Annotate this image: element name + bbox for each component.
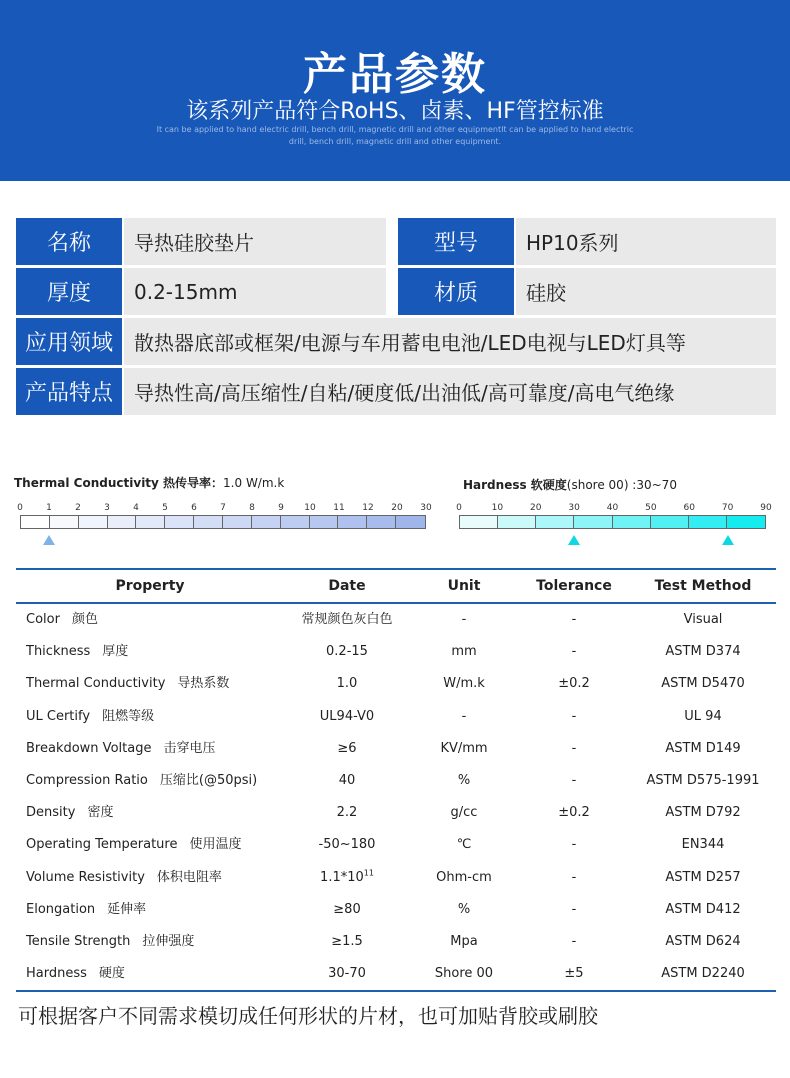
model-value: HP10系列 xyxy=(516,218,776,265)
cell-property xyxy=(16,701,284,733)
cell-tol: - xyxy=(571,901,577,917)
scale-tick-label: 30 xyxy=(568,503,580,513)
cell-tol: ±5 xyxy=(564,966,584,982)
table-body xyxy=(16,604,776,990)
application-label: 应用领域 xyxy=(16,318,122,365)
cell-property xyxy=(16,733,284,765)
table-row xyxy=(16,765,776,797)
cell-method: ASTM D792 xyxy=(665,805,741,821)
date-exponent: 11 xyxy=(363,868,374,878)
cell-unit: Mpa xyxy=(450,933,478,949)
cell-tol: - xyxy=(571,612,577,627)
header-unit: Unit xyxy=(447,578,481,594)
scale-tick-label: 11 xyxy=(333,503,345,513)
thickness-label: 厚度 xyxy=(16,268,122,315)
property-en: Compression Ratio xyxy=(26,772,148,788)
name-label: 名称 xyxy=(16,218,122,265)
property-cn: 击穿电压 xyxy=(163,740,216,756)
feature-label: 产品特点 xyxy=(16,368,122,415)
cell-date: 1.0 xyxy=(336,676,358,692)
cell-property xyxy=(16,636,284,668)
scale-tick-label: 5 xyxy=(162,503,168,513)
cell-method: ASTM D575-1991 xyxy=(646,772,760,788)
cell-method: ASTM D257 xyxy=(665,869,741,885)
property-en: Elongation xyxy=(26,901,96,917)
property-en: Thickness xyxy=(26,644,91,660)
cell-tol: ±0.2 xyxy=(558,676,590,692)
property-cn: 厚度 xyxy=(102,644,129,660)
property-en: Color xyxy=(26,612,60,627)
info-row-application xyxy=(16,318,776,365)
scale-tick-label: 8 xyxy=(249,503,255,513)
cell-unit: Shore 00 xyxy=(434,966,494,982)
table-row xyxy=(16,701,776,733)
scale-tick-label: 90 xyxy=(760,503,772,513)
scale-tick-label: 12 xyxy=(362,503,374,513)
scale-tick-label: 30 xyxy=(420,503,432,513)
cell-unit: ℃ xyxy=(456,837,472,853)
scale-tick-label: 20 xyxy=(530,503,542,513)
scale-segment xyxy=(21,516,50,528)
cell-method: ASTM D5470 xyxy=(661,676,745,692)
cell-unit: W/m.k xyxy=(443,676,485,692)
property-en: Density xyxy=(26,805,76,821)
footer-note: 可根据客户不同需求模切成任何形状的片材，也可加贴背胶或刷胶 xyxy=(18,1004,598,1028)
scale-segment xyxy=(223,516,252,528)
cell-tol: - xyxy=(571,708,577,724)
cell-date: ≥6 xyxy=(337,740,357,756)
cell-method: ASTM D412 xyxy=(665,901,741,917)
info-row-thickness xyxy=(16,268,776,315)
cell-property xyxy=(16,797,284,829)
scales-section xyxy=(14,459,776,569)
scale-tick-label: 6 xyxy=(191,503,197,513)
cell-property xyxy=(16,604,284,636)
cell-date: 40 xyxy=(338,772,356,788)
scale-tick-label: 20 xyxy=(391,503,403,513)
property-cn: 密度 xyxy=(87,805,114,821)
table-row xyxy=(16,894,776,926)
date-base: 1.1*10 xyxy=(320,869,364,885)
cell-unit: - xyxy=(461,708,467,724)
header-small-text: It can be applied to hand electric drill, bench drill, magnetic drill and other equipmentIt can be applied to hand electric drill, bench drill, magnetic drill and other equipment. xyxy=(156,125,634,146)
cell-method: UL 94 xyxy=(684,708,722,724)
cell-property xyxy=(16,765,284,797)
scale-segment xyxy=(136,516,165,528)
cell-unit: mm xyxy=(451,644,477,660)
scale-marker-icon xyxy=(722,535,734,545)
hardness-scale-title: Hardness 软硬度(shore 00) :30~70 xyxy=(463,478,677,492)
cell-tol: ±0.2 xyxy=(558,805,590,821)
thermal-scale-bar xyxy=(20,515,426,529)
scale-segment xyxy=(310,516,339,528)
scale-tick-label: 4 xyxy=(133,503,139,513)
scale-segment xyxy=(727,516,765,528)
scale-segment xyxy=(50,516,79,528)
property-en: Volume Resistivity xyxy=(26,869,145,885)
page-subtitle: 该系列产品符合RoHS、卤素、HF管控标准 xyxy=(186,99,604,124)
cell-date: -50~180 xyxy=(318,837,376,853)
scale-segment xyxy=(108,516,137,528)
hardness-scale-bar xyxy=(459,515,766,529)
material-label: 材质 xyxy=(398,268,514,315)
header-banner xyxy=(0,0,790,181)
cell-tol: - xyxy=(571,772,577,788)
thermal-scale-title: Thermal Conductivity 热传导率：1.0 W/m.k xyxy=(14,476,285,490)
info-row-name xyxy=(16,218,776,265)
property-cn: 导热系数 xyxy=(177,676,230,692)
feature-value: 导热性高/高压缩性/自粘/硬度低/出油低/高可靠度/高电气绝缘 xyxy=(124,368,776,415)
cell-unit: KV/mm xyxy=(440,740,488,756)
name-value: 导热硅胶垫片 xyxy=(124,218,386,265)
thickness-value: 0.2-15mm xyxy=(124,268,386,315)
cell-property xyxy=(16,894,284,926)
property-cn: 阻燃等级 xyxy=(102,708,155,724)
scale-segment xyxy=(651,516,689,528)
property-cn: 硬度 xyxy=(98,966,125,982)
cell-method: ASTM D374 xyxy=(665,644,741,660)
scale-tick-label: 10 xyxy=(491,503,504,513)
scale-tick-label: 0 xyxy=(17,503,23,513)
property-cn: 压缩比(@50psi) xyxy=(159,772,258,788)
property-en: UL Certify xyxy=(26,708,91,724)
table-row xyxy=(16,862,776,894)
scale-segment xyxy=(165,516,194,528)
cell-date: 30-70 xyxy=(328,966,366,982)
scale-segment xyxy=(460,516,498,528)
cell-unit: % xyxy=(457,901,471,917)
scale-tick-label: 7 xyxy=(220,503,226,513)
material-value: 硅胶 xyxy=(516,268,776,315)
scale-segment xyxy=(536,516,574,528)
property-en: Tensile Strength xyxy=(26,933,131,949)
table-row xyxy=(16,668,776,700)
cell-date: 常规颜色灰白色 xyxy=(301,612,393,627)
property-cn: 延伸率 xyxy=(107,901,147,917)
scale-tick-label: 10 xyxy=(304,503,316,513)
cell-property xyxy=(16,862,284,894)
cell-property xyxy=(16,829,284,861)
scale-segment xyxy=(281,516,310,528)
table-row xyxy=(16,797,776,829)
property-cn: 使用温度 xyxy=(189,837,242,853)
cell-method: ASTM D624 xyxy=(665,933,741,949)
cell-unit: % xyxy=(457,772,471,788)
property-en: Operating Temperature xyxy=(26,837,178,853)
cell-date: 2.2 xyxy=(336,805,358,821)
cell-method: ASTM D2240 xyxy=(661,966,745,982)
property-cn: 体积电阻率 xyxy=(156,869,222,885)
table-row xyxy=(16,958,776,990)
scale-tick-label: 70 xyxy=(721,503,734,513)
scale-tick-label: 2 xyxy=(75,503,81,513)
cell-method: ASTM D149 xyxy=(665,740,741,756)
cell-date: ≥80 xyxy=(333,901,361,917)
header-date: Date xyxy=(328,578,366,594)
cell-unit: Ohm-cm xyxy=(436,869,492,885)
header-test-method: Test Method xyxy=(654,578,752,594)
property-cn: 颜色 xyxy=(71,612,98,627)
scale-segment xyxy=(498,516,536,528)
scale-segment xyxy=(367,516,396,528)
scale-marker-icon xyxy=(568,535,580,545)
scale-tick-label: 50 xyxy=(645,503,657,513)
cell-method: Visual xyxy=(683,612,723,627)
cell-tol: - xyxy=(571,869,577,885)
scale-segment xyxy=(338,516,367,528)
property-en: Breakdown Voltage xyxy=(26,740,152,756)
property-en: Hardness xyxy=(26,966,87,982)
cell-unit: - xyxy=(461,612,467,627)
scale-tick-label: 1 xyxy=(46,503,52,513)
model-label: 型号 xyxy=(398,218,514,265)
scale-segment xyxy=(689,516,727,528)
scale-tick-label: 60 xyxy=(683,503,695,513)
table-row xyxy=(16,733,776,765)
cell-tol: - xyxy=(571,933,577,949)
property-table xyxy=(16,568,776,992)
scale-segment xyxy=(574,516,612,528)
cell-property xyxy=(16,926,284,958)
scale-marker-icon xyxy=(43,535,55,545)
cell-method: EN344 xyxy=(681,837,725,853)
scale-segment xyxy=(79,516,108,528)
property-cn: 拉伸强度 xyxy=(142,933,195,949)
cell-property xyxy=(16,958,284,990)
scale-tick-label: 3 xyxy=(104,503,110,513)
cell-date xyxy=(284,862,410,894)
cell-property xyxy=(16,668,284,700)
property-en: Thermal Conductivity xyxy=(26,676,166,692)
cell-tol: - xyxy=(571,837,577,853)
application-value: 散热器底部或框架/电源与车用蓄电电池/LED电视与LED灯具等 xyxy=(124,318,776,365)
table-row xyxy=(16,829,776,861)
info-row-feature xyxy=(16,368,776,415)
scale-segment xyxy=(194,516,223,528)
scale-segment xyxy=(396,516,425,528)
cell-unit: g/cc xyxy=(450,805,478,821)
cell-tol: - xyxy=(571,644,577,660)
header-tolerance: Tolerance xyxy=(536,578,612,594)
table-row xyxy=(16,636,776,668)
header-property: Property xyxy=(115,578,185,594)
cell-date: ≥1.5 xyxy=(331,933,363,949)
table-header xyxy=(16,570,776,604)
scale-tick-label: 40 xyxy=(606,503,619,513)
cell-tol: - xyxy=(571,740,577,756)
cell-date: UL94-V0 xyxy=(319,708,375,724)
table-row xyxy=(16,926,776,958)
page-title: 产品参数 xyxy=(303,49,487,100)
scale-segment xyxy=(252,516,281,528)
scale-tick-label: 9 xyxy=(278,503,284,513)
scale-tick-label: 0 xyxy=(456,503,462,513)
scale-segment xyxy=(613,516,651,528)
cell-date: 0.2-15 xyxy=(326,644,368,660)
table-row xyxy=(16,604,776,636)
